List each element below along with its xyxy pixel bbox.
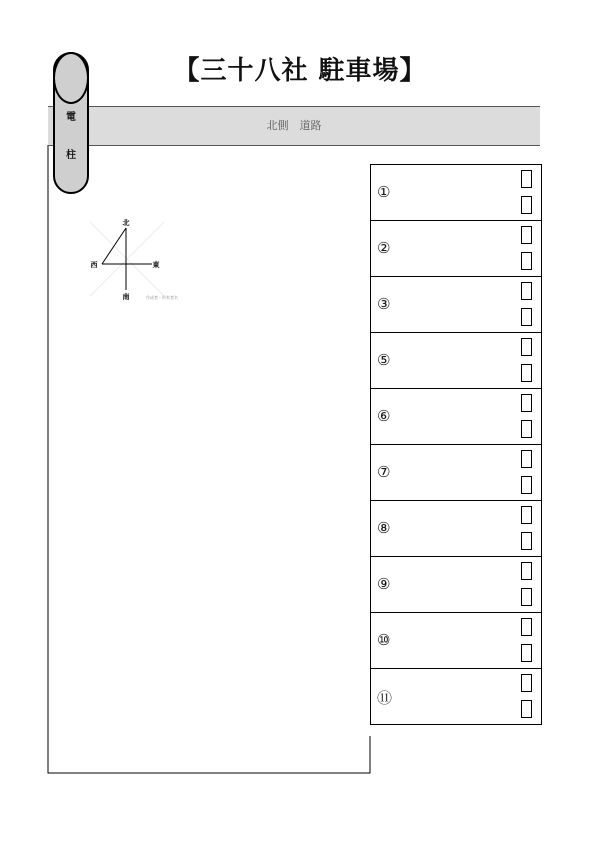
name-box	[521, 170, 532, 188]
name-box	[521, 196, 532, 214]
parking-slot	[371, 556, 541, 612]
compass-rose	[82, 214, 192, 306]
slot-number: ①	[377, 183, 391, 201]
compass-east: 東	[152, 261, 160, 269]
name-box	[521, 506, 532, 524]
parking-slot	[371, 164, 541, 220]
compass-west: 西	[90, 261, 98, 269]
name-box	[521, 364, 532, 382]
compass-caption: 作成者・所有者名	[146, 295, 178, 300]
name-box	[521, 674, 532, 692]
slot-number: ⑥	[377, 407, 391, 425]
name-box	[521, 562, 532, 580]
slot-number: ②	[377, 239, 391, 257]
parking-slot	[371, 276, 541, 332]
compass-south: 南	[122, 293, 130, 301]
north-road	[48, 106, 540, 146]
parking-slots	[370, 164, 542, 725]
pole-char-den: 電	[66, 112, 76, 123]
name-box	[521, 588, 532, 606]
name-box	[521, 700, 532, 718]
parking-slot	[371, 612, 541, 668]
name-box	[521, 226, 532, 244]
name-box	[521, 308, 532, 326]
slot-number: ⑨	[377, 575, 391, 593]
parking-slot	[371, 388, 541, 444]
page-title: 【三十八社 駐車場】	[173, 56, 427, 86]
name-box	[521, 394, 532, 412]
utility-pole-top	[53, 52, 89, 104]
name-box	[521, 450, 532, 468]
name-box	[521, 420, 532, 438]
parking-slot	[371, 332, 541, 388]
name-box	[521, 338, 532, 356]
slot-number: ⑪	[377, 689, 393, 707]
name-box	[521, 476, 532, 494]
name-box	[521, 618, 532, 636]
utility-pole	[53, 52, 89, 194]
pole-char-chu: 柱	[66, 150, 76, 161]
slot-number: ⑦	[377, 463, 391, 481]
name-box	[521, 282, 532, 300]
parking-slot	[371, 220, 541, 276]
name-box	[521, 644, 532, 662]
slot-number: ⑩	[377, 631, 391, 649]
parking-slot	[371, 444, 541, 500]
slot-number: ⑤	[377, 351, 391, 369]
slot-number: ③	[377, 295, 391, 313]
road-label: 北側 道路	[266, 119, 322, 132]
parking-slot	[371, 500, 541, 556]
parking-slot	[371, 668, 541, 725]
compass-north: 北	[122, 219, 130, 227]
name-box	[521, 252, 532, 270]
slot-number: ⑧	[377, 519, 391, 537]
name-box	[521, 532, 532, 550]
